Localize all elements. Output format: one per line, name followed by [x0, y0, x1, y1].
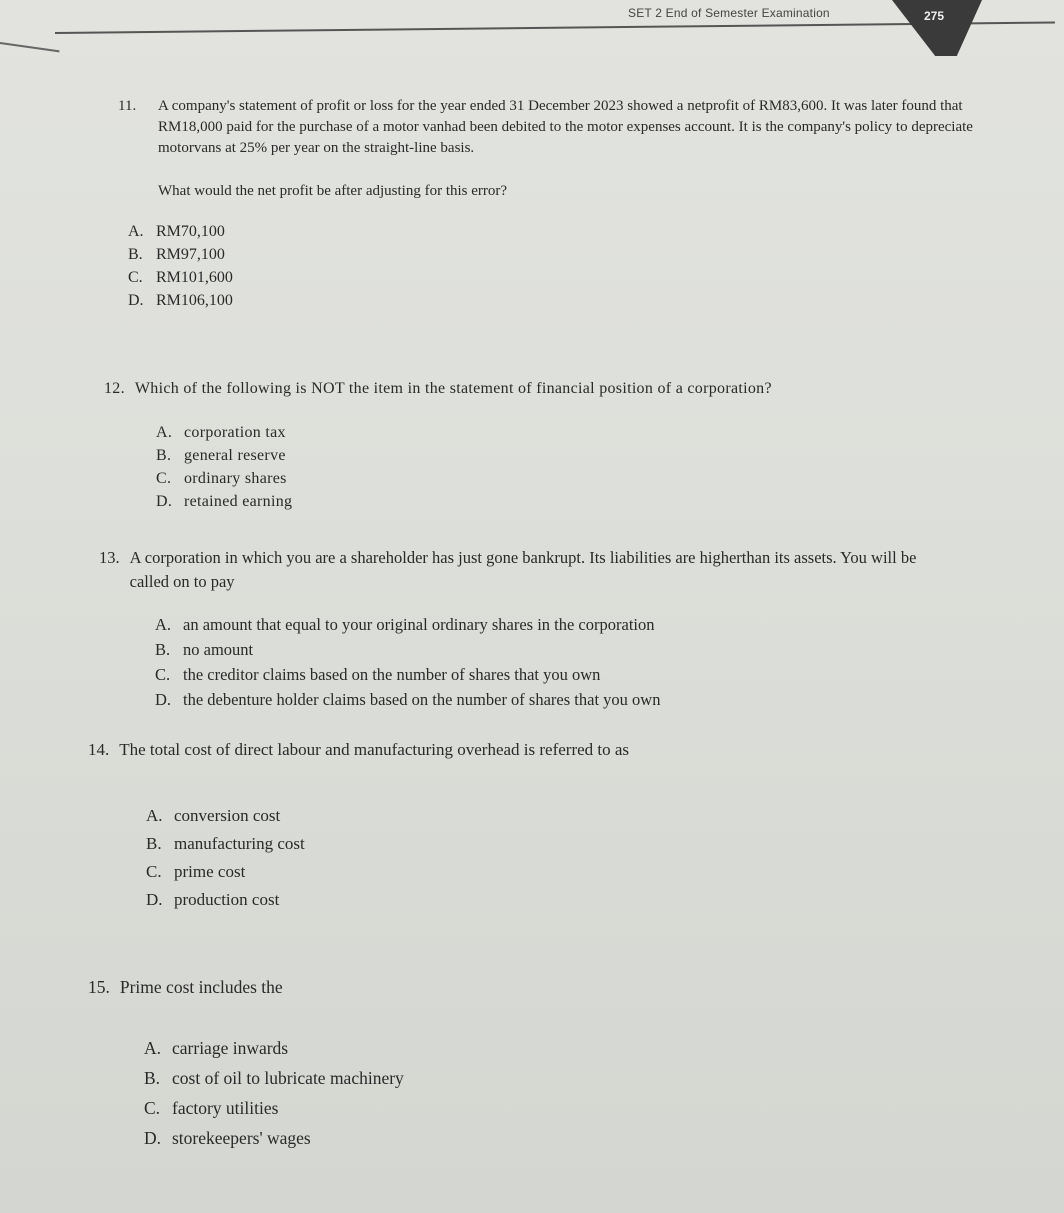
option-c[interactable] [156, 467, 964, 490]
question-number: 15. [88, 977, 110, 997]
question-number: 11. [118, 98, 137, 114]
option-a[interactable] [155, 612, 959, 637]
option-letter: A. [128, 223, 144, 240]
question-12 [104, 377, 964, 513]
option-text: manufacturing cost [174, 834, 305, 853]
question-prompt: What would the net profit be after adjusting for this error? [158, 183, 508, 199]
option-letter: C. [156, 470, 172, 487]
option-letter: A. [146, 806, 163, 825]
option-text: prime cost [174, 862, 246, 881]
option-c[interactable] [155, 662, 959, 687]
option-letter: B. [156, 447, 172, 464]
option-a[interactable] [144, 1033, 948, 1063]
option-text: RM97,100 [156, 246, 225, 263]
option-letter: A. [144, 1038, 162, 1058]
option-text: an amount that equal to your original ordinary shares in the corporation [183, 615, 655, 634]
answer-options [144, 1033, 948, 1153]
option-letter: A. [155, 615, 172, 634]
option-b[interactable] [155, 637, 959, 662]
question-number: 12. [104, 380, 125, 397]
option-text: the debenture holder claims based on the number of shares that you own [183, 690, 661, 709]
option-text: RM70,100 [156, 223, 225, 240]
option-text: production cost [174, 890, 280, 909]
answer-options [146, 802, 948, 914]
option-d[interactable] [156, 490, 964, 513]
option-b[interactable] [146, 830, 948, 858]
option-b[interactable] [128, 243, 978, 266]
option-text: cost of oil to lubricate machinery [172, 1068, 404, 1088]
option-text: no amount [183, 640, 254, 659]
option-d[interactable] [128, 289, 978, 312]
option-text: RM106,100 [156, 292, 233, 309]
option-letter: C. [128, 269, 143, 286]
option-c[interactable] [128, 266, 978, 289]
question-text: A corporation in which you are a shareholder has just gone bankrupt. Its liabilities are higherthan its assets. You will be called on to pay [129, 548, 917, 591]
question-text: A company's statement of profit or loss for the year ended 31 December 2023 showed a netprofit of RM83,600. It was later found that RM18,000 paid for the purchase of a motor vanhad been debited to the motor expenses account. It is the company's policy to depreciate motorvans at 25% per year on the straight-line basis. [158, 98, 973, 156]
question-text: The total cost of direct labour and manufacturing overhead is referred to as [119, 740, 630, 759]
page-number: 275 [924, 9, 945, 23]
option-letter: D. [146, 890, 163, 909]
question-11 [118, 96, 978, 312]
option-letter: A. [156, 424, 173, 441]
answer-options [155, 612, 959, 712]
option-letter: C. [146, 862, 162, 881]
option-b[interactable] [156, 444, 964, 467]
option-text: RM101,600 [156, 269, 233, 286]
question-number: 13. [99, 548, 120, 567]
option-d[interactable] [155, 687, 959, 712]
option-letter: B. [128, 246, 143, 263]
option-text: storekeepers' wages [172, 1128, 311, 1148]
option-text: general reserve [184, 447, 286, 464]
question-text: Which of the following is NOT the item in the statement of financial position of a corporation? [134, 380, 772, 397]
option-letter: D. [144, 1128, 162, 1148]
option-letter: B. [144, 1068, 161, 1088]
option-d[interactable] [146, 886, 948, 914]
answer-options [128, 220, 978, 312]
question-13 [99, 546, 959, 712]
option-text: conversion cost [174, 806, 281, 825]
option-text: ordinary shares [184, 470, 287, 487]
option-b[interactable] [144, 1063, 948, 1093]
option-letter: D. [156, 493, 173, 510]
option-letter: B. [155, 640, 171, 659]
header-divider-left [0, 42, 60, 52]
option-a[interactable] [146, 802, 948, 830]
option-c[interactable] [144, 1093, 948, 1123]
option-letter: D. [128, 292, 144, 309]
answer-options [156, 421, 964, 513]
option-letter: C. [155, 665, 171, 684]
exam-title: SET 2 End of Semester Examination [628, 6, 830, 20]
option-text: corporation tax [184, 424, 286, 441]
question-15 [88, 975, 948, 1153]
option-a[interactable] [128, 220, 978, 243]
option-text: carriage inwards [172, 1038, 289, 1058]
header-divider [55, 22, 1055, 34]
question-number: 14. [88, 740, 110, 759]
option-text: factory utilities [172, 1098, 279, 1118]
question-text: Prime cost includes the [119, 977, 283, 997]
option-text: retained earning [184, 493, 293, 510]
option-letter: C. [144, 1098, 161, 1118]
option-letter: B. [146, 834, 162, 853]
option-text: the creditor claims based on the number of shares that you own [183, 665, 601, 684]
page-header [0, 0, 1064, 60]
option-d[interactable] [144, 1123, 948, 1153]
option-c[interactable] [146, 858, 948, 886]
question-14 [88, 738, 948, 914]
option-a[interactable] [156, 421, 964, 444]
option-letter: D. [155, 690, 172, 709]
